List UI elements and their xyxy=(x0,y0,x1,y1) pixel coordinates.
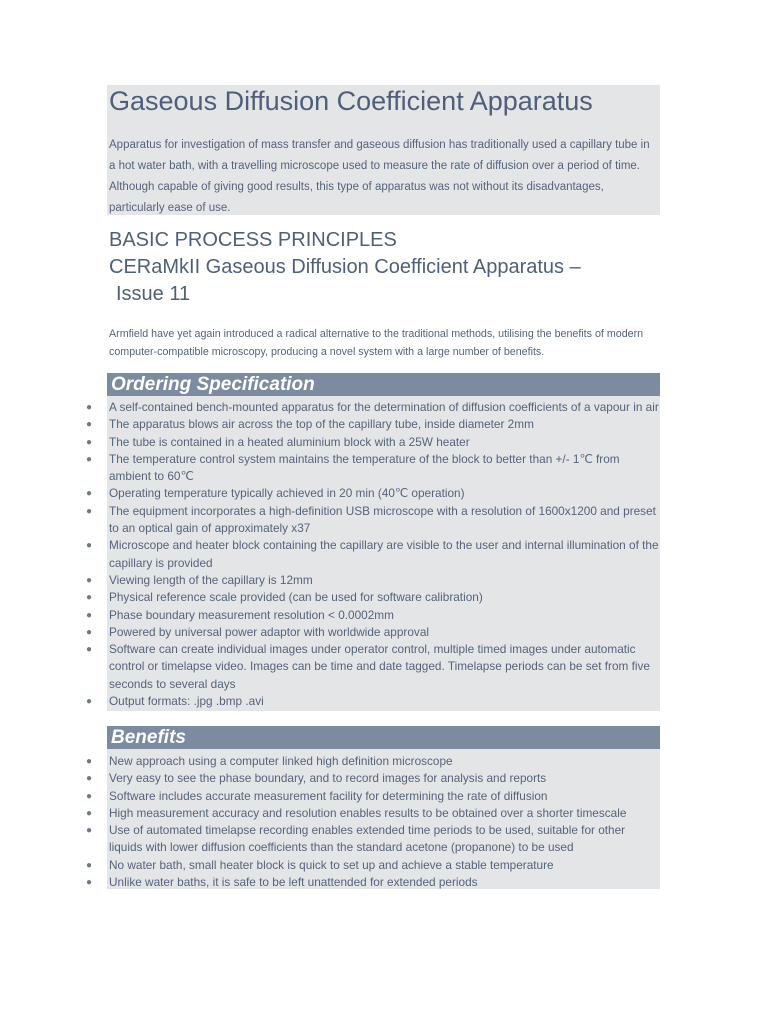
list-item-text: Physical reference scale provided (can be used for software calibration) xyxy=(109,590,483,605)
list-item xyxy=(0,589,660,606)
page-title: Gaseous Diffusion Coefficient Apparatus xyxy=(109,86,593,116)
list-item xyxy=(0,770,660,787)
list-item xyxy=(0,607,660,624)
list-item-text: No water bath, small heater block is quick to set up and achieve a stable temperature xyxy=(109,857,554,872)
list-item-text: Powered by universal power adaptor with worldwide approval xyxy=(109,624,429,639)
list-item-text: The tube is contained in a heated aluminium block with a 25W heater xyxy=(109,434,470,449)
bullet-icon: ● xyxy=(86,574,93,586)
list-item-text: Output formats: .jpg .bmp .avi xyxy=(109,694,264,709)
section-heading-apparatus: CERaMkII Gaseous Diffusion Coefficient Apparatus – xyxy=(109,256,581,278)
bullet-icon: ● xyxy=(86,436,93,448)
benefits-title: Benefits xyxy=(111,727,186,748)
list-item xyxy=(0,693,660,710)
list-item-text: Software includes accurate measurement facility for determining the rate of diffusion xyxy=(109,788,548,803)
bullet-icon: ● xyxy=(86,859,93,871)
bullet-icon: ● xyxy=(86,807,93,819)
bullet-icon: ● xyxy=(86,505,93,517)
list-item-text: Viewing length of the capillary is 12mm xyxy=(109,572,313,587)
bullet-icon: ● xyxy=(86,540,93,552)
list-item-text: The equipment incorporates a high-definition USB microscope with a resolution of 1600x1200 and preset to an optical gain of approximately x37 xyxy=(109,503,656,536)
ordering-spec-title: Ordering Specification xyxy=(111,374,315,395)
list-item-text: The apparatus blows air across the top of the capillary tube, inside diameter 2mm xyxy=(109,417,534,432)
bullet-icon: ● xyxy=(86,756,93,767)
list-item-text: Operating temperature typically achieved in 20 min (40℃ operation) xyxy=(109,486,465,501)
list-item-text: High measurement accuracy and resolution enables results to be obtained over a shorter timescale xyxy=(109,805,627,820)
list-item-text: Very easy to see the phase boundary, and to record images for analysis and reports xyxy=(109,771,547,786)
list-item xyxy=(0,857,660,874)
bullet-icon: ● xyxy=(86,419,93,431)
list-item xyxy=(0,416,660,433)
list-item-text: Phase boundary measurement resolution < 0.0002mm xyxy=(109,607,394,622)
list-item xyxy=(0,485,660,502)
bullet-icon: ● xyxy=(86,790,93,802)
list-item-text: Software can create individual images under operator control, multiple timed images under automatic control or timelapse video. Images can be time and date tagged. Timelapse periods can be set from five seconds to several days xyxy=(109,642,650,691)
bullet-icon: ● xyxy=(86,453,93,465)
list-item xyxy=(0,624,660,641)
list-item xyxy=(0,822,660,857)
ordering-spec-list xyxy=(0,399,660,710)
list-item xyxy=(0,572,660,589)
list-item-text: Use of automated timelapse recording enables extended time periods to be used, suitable for other liquids with lower diffusion coefficients than the standard acetone (propanone) to be used xyxy=(109,823,626,855)
list-item xyxy=(0,434,660,451)
list-item-text: Microscope and heater block containing the capillary are visible to the user and internal illumination of the capillary is provided xyxy=(109,538,659,570)
armfield-paragraph: Armfield have yet again introduced a radical alternative to the traditional methods, utilising the benefits of modern computer-compatible microscopy, producing a novel system with a large number of benefits. xyxy=(109,328,644,358)
bullet-icon: ● xyxy=(86,609,93,621)
bullet-icon: ● xyxy=(86,696,93,708)
list-item-text: Unlike water baths, it is safe to be left unattended for extended periods xyxy=(109,875,478,890)
bullet-icon: ● xyxy=(86,773,93,785)
list-item-text: A self-contained bench-mounted apparatus for the determination of diffusion coefficients of a vapour in air xyxy=(109,400,659,414)
list-item-text: New approach using a computer linked high definition microscope xyxy=(109,754,453,768)
benefits-header xyxy=(107,726,660,749)
list-item xyxy=(0,451,660,486)
list-item xyxy=(0,805,660,822)
intro-paragraph: Apparatus for investigation of mass transfer and gaseous diffusion has traditionally used a capillary tube in a hot water bath, with a travelling microscope used to measure the rate of diffusion over a period of time. Although capable of giving good results, this type of apparatus was not without its disadvantages, particularly ease of use. xyxy=(109,139,650,214)
bullet-icon: ● xyxy=(86,626,93,638)
bullet-icon: ● xyxy=(86,825,93,837)
section-heading-issue: Issue 11 xyxy=(116,283,191,305)
bullet-icon: ● xyxy=(86,488,93,500)
bullet-icon: ● xyxy=(86,592,93,604)
list-item xyxy=(0,641,660,693)
section-heading-basic-principles: BASIC PROCESS PRINCIPLES xyxy=(109,229,397,251)
list-item xyxy=(0,788,660,805)
list-item xyxy=(0,399,660,416)
list-item xyxy=(0,753,660,770)
ordering-spec-header xyxy=(107,373,660,396)
list-item xyxy=(0,537,660,572)
bullet-icon: ● xyxy=(86,877,93,889)
list-item-text: The temperature control system maintains the temperature of the block to better than +/- 1℃ from ambient to 60℃ xyxy=(109,451,620,484)
benefits-list xyxy=(0,753,660,891)
list-item xyxy=(0,874,660,891)
bullet-icon: ● xyxy=(86,402,93,413)
list-item xyxy=(0,503,660,538)
bullet-icon: ● xyxy=(86,644,93,656)
